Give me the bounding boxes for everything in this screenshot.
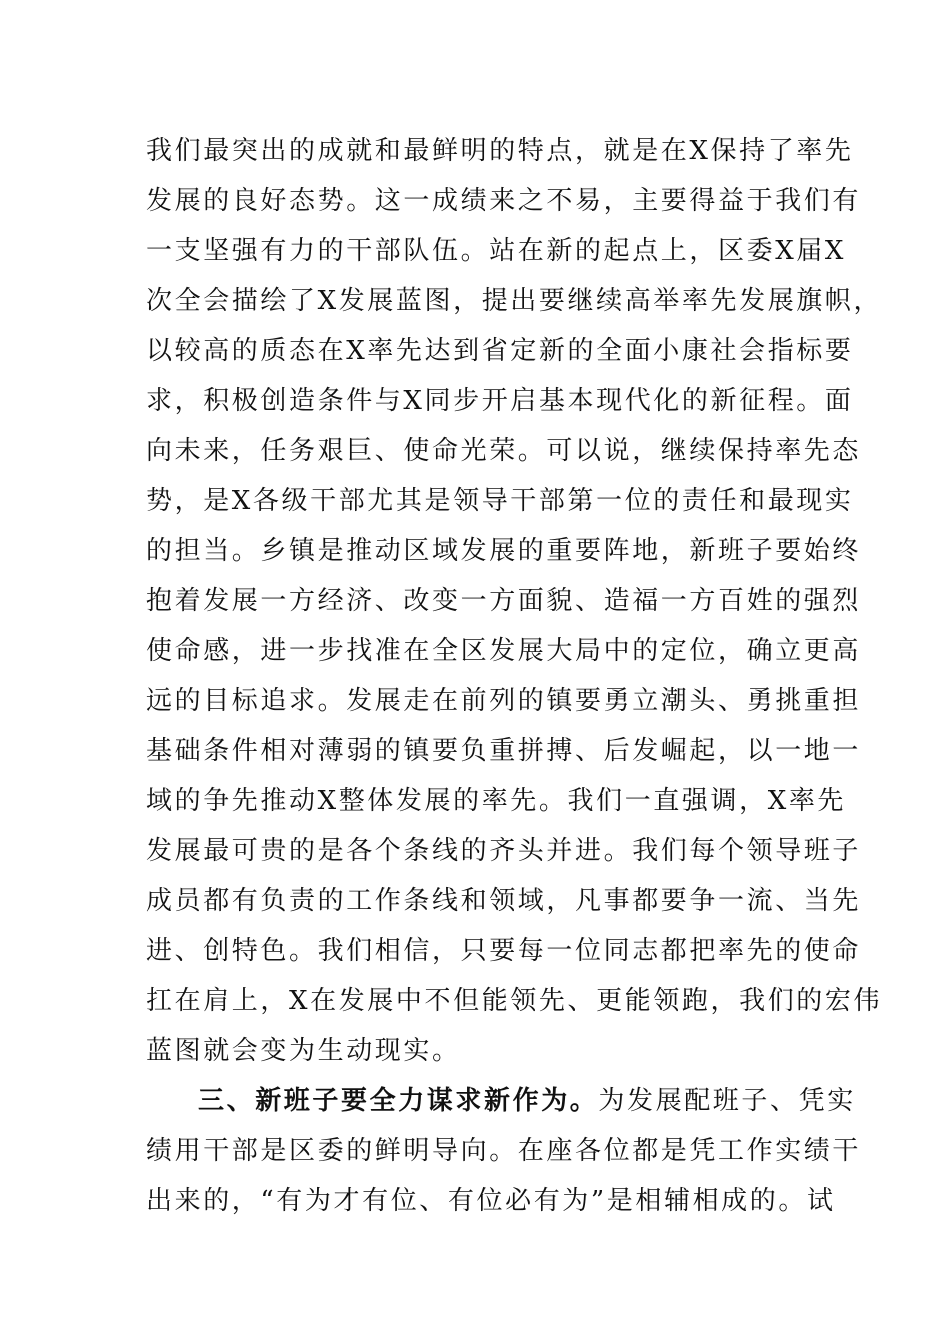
text-line: 进、创特色。我们相信，只要每一位同志都把率先的使命 (146, 936, 862, 966)
text-line: 绩用干部是区委的鲜明导向。在座各位都是凭工作实绩干 (146, 1136, 862, 1166)
text-line: 抱着发展一方经济、改变一方面貌、造福一方百姓的强烈 (146, 586, 862, 616)
text-line: 求，积极创造条件与X同步开启基本现代化的新征程。面 (146, 386, 854, 416)
section-heading: 三、新班子要全力谋求新作为。 (198, 1086, 599, 1116)
text-line: 域的争先推动X整体发展的率先。我们一直强调，X率先 (146, 786, 847, 816)
text-line: 扛在肩上，X在发展中不但能领先、更能领跑，我们的宏伟 (146, 986, 883, 1016)
text-line: 我们最突出的成就和最鲜明的特点，就是在X保持了率先 (146, 136, 854, 166)
text-line: 以较高的质态在X率先达到省定新的全面小康社会指标要 (146, 336, 854, 366)
text-line: 势，是X各级干部尤其是领导干部第一位的责任和最现实 (146, 486, 854, 516)
section-3-line (146, 1076, 856, 1126)
text-line: 的担当。乡镇是推动区域发展的重要阵地，新班子要始终 (146, 536, 862, 566)
text-line: 发展最可贵的是各个条线的齐头并进。我们每个领导班子 (146, 836, 862, 866)
text-line: 使命感，进一步找准在全区发展大局中的定位，确立更高 (146, 636, 862, 666)
text-line: 发展的良好态势。这一成绩来之不易，主要得益于我们有 (146, 186, 862, 216)
section-text: 为发展配班子、凭实 (598, 1086, 856, 1116)
text-line: 基础条件相对薄弱的镇要负重拼搏、后发崛起，以一地一 (146, 736, 862, 766)
text-line: 成员都有负责的工作条线和领域，凡事都要争一流、当先 (146, 886, 862, 916)
body-text (146, 126, 883, 1226)
text-line: 远的目标追求。发展走在前列的镇要勇立潮头、勇挑重担 (146, 686, 862, 716)
text-line: 蓝图就会变为生动现实。 (146, 1036, 461, 1066)
text-line: 一支坚强有力的干部队伍。站在新的起点上，区委X届X (146, 236, 847, 266)
text-line: 向未来，任务艰巨、使命光荣。可以说，继续保持率先态 (146, 436, 862, 466)
text-line: 出来的，“有为才有位、有位必有为”是相辅相成的。试 (146, 1186, 836, 1216)
text-line: 次全会描绘了X发展蓝图，提出要继续高举率先发展旗帜， (146, 286, 883, 316)
